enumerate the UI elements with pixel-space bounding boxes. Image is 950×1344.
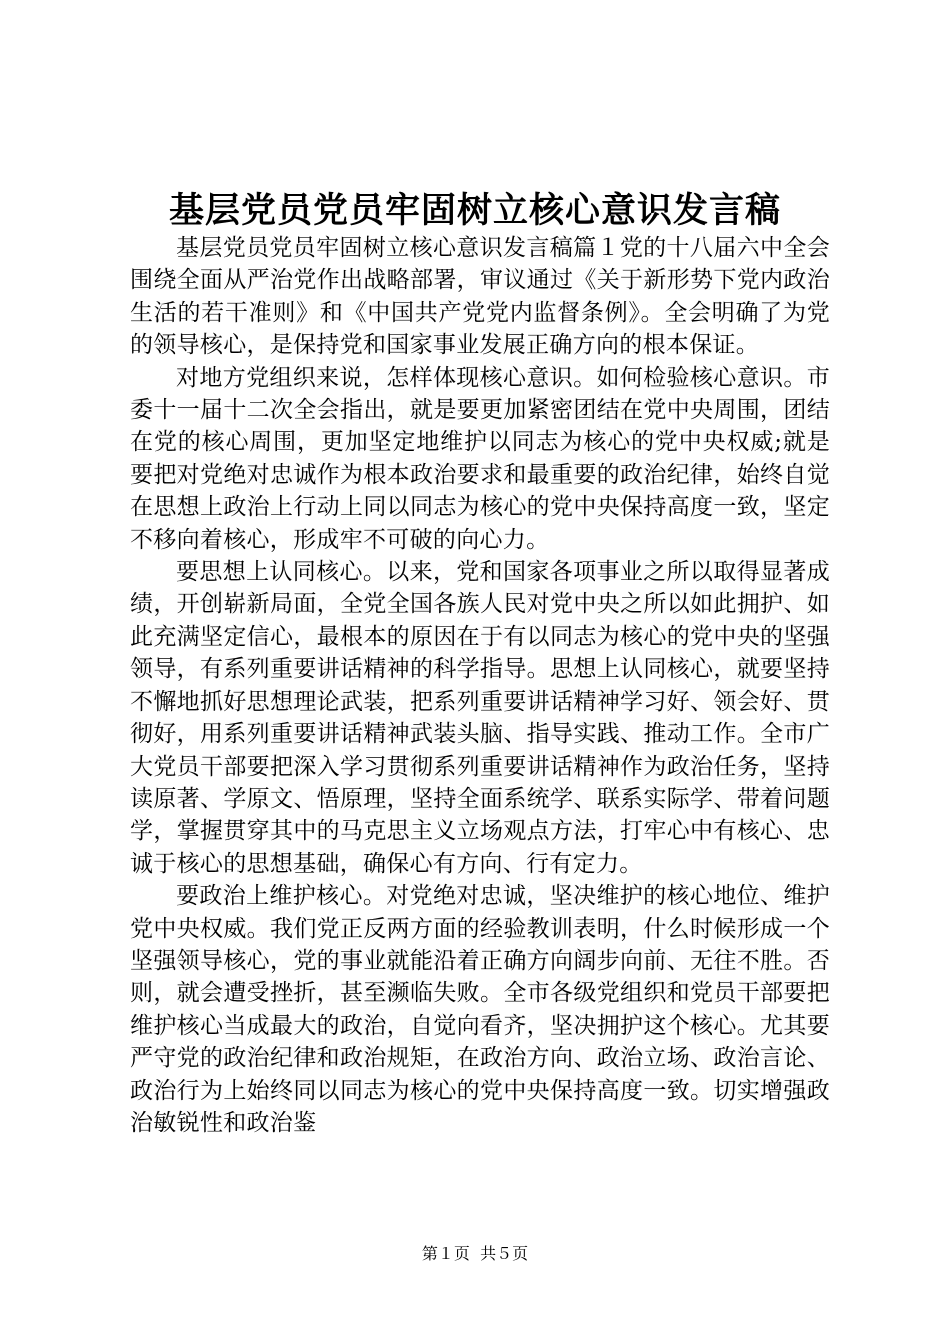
paragraph: 基层党员党员牢固树立核心意识发言稿篇１党的十八届六中全会围绕全面从严治党作出战略部署，审议通过《关于新形势下党内政治生活的若干准则》和《中国共产党党内监督条例》。全会明确了为党的领导核心，是保持党和国家事业发展正确方向的根本保证。 <box>130 235 830 359</box>
page-footer <box>0 1242 950 1266</box>
paragraph: 要思想上认同核心。以来，党和国家各项事业之所以取得显著成绩，开创崭新局面，全党全国各族人民对党中央之所以如此拥护、如此充满坚定信心，最根本的原因在于有以同志为核心的党中央的坚强领导，有系列重要讲话精神的科学指导。思想上认同核心，就要坚持不懈地抓好思想理论武装，把系列重要讲话精神学习好、领会好、贯彻好，用系列重要讲话精神武装头脑、指导实践、推动工作。全市广大党员干部要把深入学习贯彻系列重要讲话精神作为政治任务，坚持读原著、学原文、悟原理，坚持全面系统学、联系实际学、带着问题学，掌握贯穿其中的马克思主义立场观点方法，打牢心中有核心、忠诚于核心的思想基础，确保心有方向、行有定力。 <box>130 559 830 877</box>
document-body <box>130 232 830 1139</box>
document-title: 基层党员党员牢固树立核心意识发言稿 <box>168 190 781 231</box>
page-total: 共５页 <box>480 1244 529 1263</box>
paragraph: 对地方党组织来说，怎样体现核心意识。如何检验核心意识。市委十一届十二次全会指出，就是要更加紧密团结在党中央周围，团结在党的核心周围，更加坚定地维护以同志为核心的党中央权威;就是要把对党绝对忠诚作为根本政治要求和最重要的政治纪律，始终自觉在思想上政治上行动上同以同志为核心的党中央保持高度一致，坚定不移向着核心，形成牢不可破的向心力。 <box>130 364 830 553</box>
paragraph: 要政治上维护核心。对党绝对忠诚，坚决维护的核心地位、维护党中央权威。我们党正反两方面的经验教训表明，什么时候形成一个坚强领导核心，党的事业就能沿着正确方向阔步向前、无往不胜。否则，就会遭受挫折，甚至濒临失败。全市各级党组织和党员干部要把维护核心当成最大的政治，自觉向看齐，坚决拥护这个核心。尤其要严守党的政治纪律和政治规矩，在政治方向、政治立场、政治言论、政治行为上始终同以同志为核心的党中央保持高度一致。切实增强政治敏锐性和政治鉴 <box>130 883 830 1136</box>
page-number: 第１页 <box>421 1244 470 1263</box>
footer-spacer <box>470 1244 480 1263</box>
